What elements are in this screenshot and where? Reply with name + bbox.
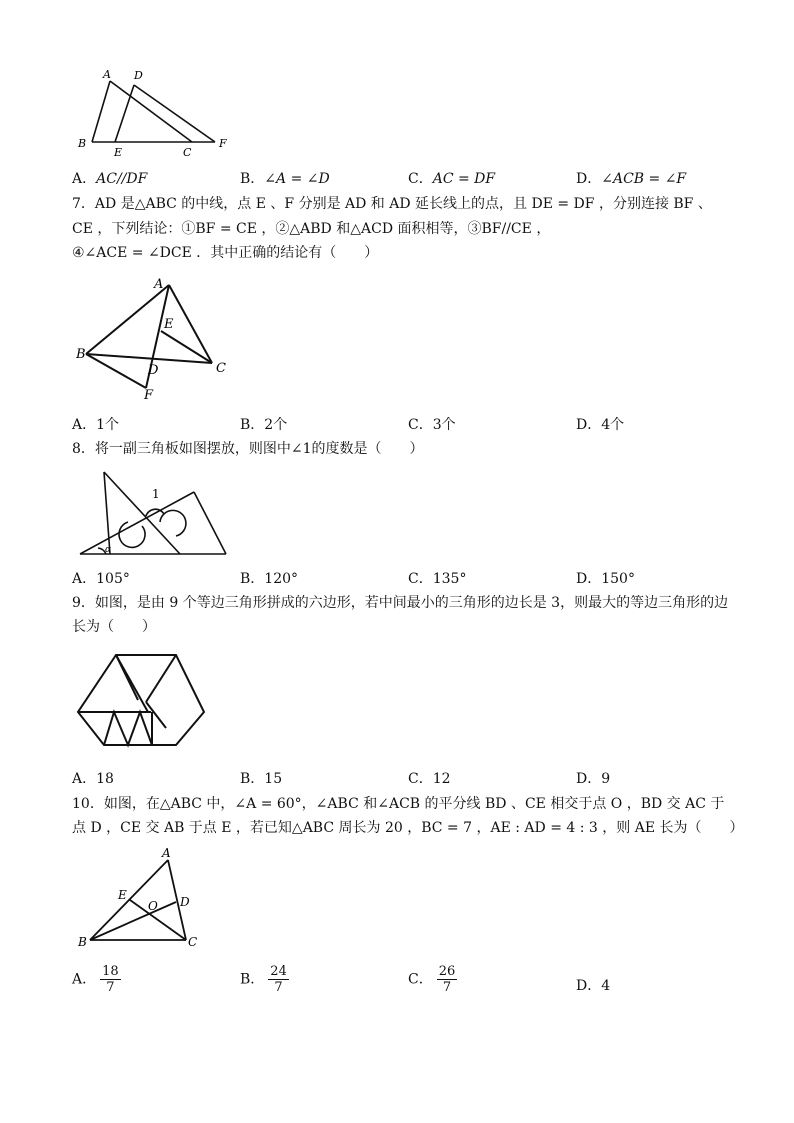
q6-segment-ac <box>110 81 192 142</box>
q7-stem-line1: 7．AD 是△ABC 的中线，点 E 、F 分别是 AD 和 AD 延长线上的点，且 DE = DF ，分别连接 BF 、 <box>72 196 712 212</box>
q6-label-c: C <box>183 146 192 158</box>
q6-label-a: A <box>103 68 111 81</box>
q7-option-d: D．4个 <box>576 417 625 433</box>
q8-option-d: D．150° <box>576 571 635 587</box>
q7-label-e: E <box>164 317 174 332</box>
q6-segment-ab <box>92 81 110 142</box>
q9-line-left-diagonal <box>116 655 138 700</box>
q9-figure <box>76 650 208 750</box>
q10-segment-bd <box>90 902 176 940</box>
q8-triangle1-vertical <box>104 472 110 554</box>
q6-option-c: C．AC = DF <box>408 171 496 187</box>
q7-figure <box>76 276 236 401</box>
q8-option-a: A．105° <box>72 571 130 587</box>
q6-option-d: D．∠ACB = ∠F <box>576 171 687 187</box>
q6-option-b: B．∠A = ∠D <box>240 171 330 187</box>
q10-option-a-fraction: $\frac{18}{7}$ <box>102 964 119 995</box>
q7-option-a: A．1个 <box>72 417 120 433</box>
q9-line-inner-right <box>146 702 166 728</box>
q6-segment-de <box>115 85 134 142</box>
q10-option-c: C． $\frac{26}{7}$ <box>408 964 456 995</box>
q6-label-f: F <box>219 137 227 150</box>
q6-label-e: E <box>114 146 123 158</box>
q9-option-b: B．15 <box>240 771 283 787</box>
q10-option-b-fraction: $\frac{24}{7}$ <box>270 964 287 995</box>
q10-label-o: O <box>148 899 158 913</box>
q8-arc-right <box>160 510 186 536</box>
q7-label-b: B <box>76 347 86 362</box>
q7-label-c: C <box>216 361 226 376</box>
q8-figure <box>76 466 232 560</box>
q7-option-c: C．3个 <box>408 417 456 433</box>
q9-line-right-diagonal <box>146 655 176 702</box>
q7-label-f: F <box>144 388 154 401</box>
q6-option-a: A．AC//DF <box>72 171 148 187</box>
q8-option-b: B．120° <box>240 571 299 587</box>
q10-option-a: A． $\frac{18}{7}$ <box>72 964 119 995</box>
q10-figure <box>76 846 206 952</box>
q9-option-d: D．9 <box>576 771 611 787</box>
q8-label-angle1: 1 <box>152 487 160 501</box>
q6-label-b: B <box>78 137 87 150</box>
q8-stem-line1: 8．将一副三角板如图摆放，则图中∠1的度数是（ ） <box>72 441 424 457</box>
q10-option-c-fraction: $\frac{26}{7}$ <box>438 964 456 995</box>
q7-stem-line3: ④∠ACE = ∠DCE ．其中正确的结论有（ ） <box>72 245 379 261</box>
q9-stem-line1: 9．如图，是由 9 个等边三角形拼成的六边形，若中间最小的三角形的边长是 3，则最大的等边三角形的边 <box>72 595 729 611</box>
q8-triangle2-right <box>194 492 226 554</box>
q9-option-a: A．18 <box>72 771 114 787</box>
q7-label-a: A <box>154 277 164 292</box>
q7-stem-line2: CE ，下列结论：①BF = CE ，②△ABD 和△ACD 面积相等，③BF//CE ， <box>72 221 551 237</box>
q10-label-d: D <box>180 895 190 909</box>
q8-label-alpha: α <box>105 545 112 555</box>
q9-option-c: C．12 <box>408 771 451 787</box>
q10-label-a: A <box>162 846 171 860</box>
q10-label-b: B <box>78 935 87 949</box>
q8-triangle2-top <box>80 492 194 554</box>
q10-label-e: E <box>118 888 127 902</box>
q10-option-b: B． $\frac{24}{7}$ <box>240 964 287 995</box>
q8-option-c: C．135° <box>408 571 467 587</box>
q6-segment-df <box>134 85 215 142</box>
q10-label-c: C <box>188 935 198 949</box>
q6-label-d: D <box>134 69 143 82</box>
q7-segment-bc <box>86 354 212 363</box>
q9-stem-line2: 长为（ ） <box>72 619 156 635</box>
q7-segment-ac <box>169 285 212 363</box>
q7-segment-ce <box>161 331 212 363</box>
q7-option-b: B．2个 <box>240 417 288 433</box>
q9-zigzag-bottom <box>104 712 152 745</box>
q7-segment-bf <box>86 354 146 388</box>
q7-label-d: D <box>148 363 159 378</box>
q10-stem-line1: 10．如图，在△ABC 中，∠A = 60°，∠ABC 和∠ACB 的平分线 BD 、CE 相交于点 O ，BD 交 AC 于 <box>72 796 725 812</box>
q10-option-d: D．4 <box>576 978 611 994</box>
q10-stem-line2: 点 D ，CE 交 AB 于点 E ，若已知△ABC 周长为 20 ，BC = 7 ，AE : AD = 4 : 3 ，则 AE 长为（ ） <box>72 820 744 836</box>
q6-figure <box>72 66 242 158</box>
